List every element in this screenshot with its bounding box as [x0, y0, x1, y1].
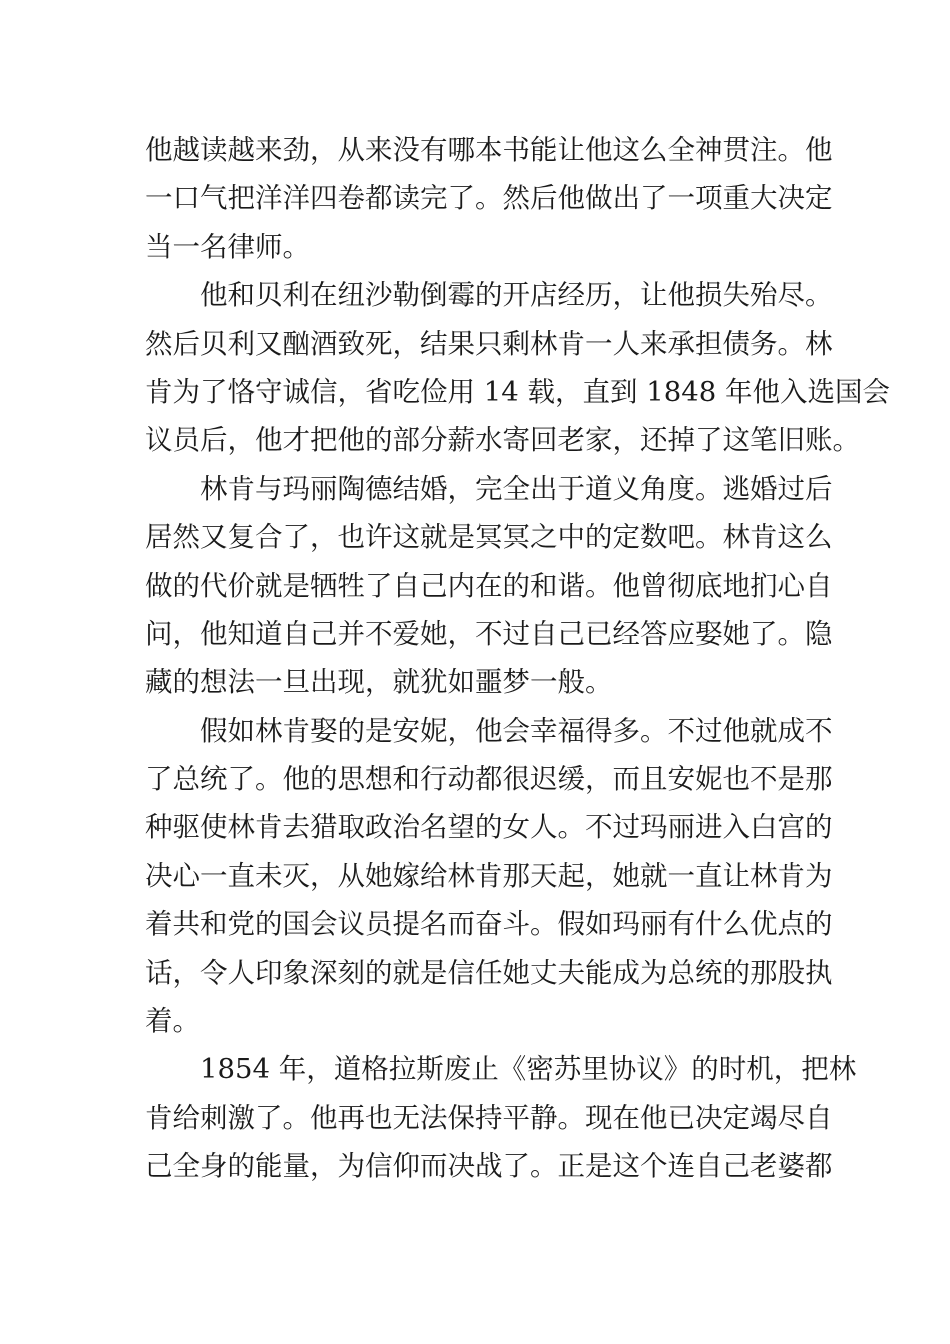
text-line: 他越读越来劲，从来没有哪本书能让他这么全神贯注。他: [145, 134, 833, 166]
text-line: 了总统了。他的思想和行动都很迟缓，而且安妮也不是那: [145, 763, 833, 796]
text-line: 一口气把洋洋四卷都读完了。然后他做出了一项重大决定: [145, 182, 833, 215]
paragraph-5: [145, 1045, 857, 1190]
text-line: 1854 年，道格拉斯废止《密苏里协议》的时机，把林: [200, 1053, 857, 1086]
text-line: 假如林肯娶的是安妮，他会幸福得多。不过他就成不: [200, 714, 833, 747]
text-line: 着。: [145, 1005, 200, 1038]
text-line: 肯给刺激了。他再也无法保持平静。现在他已决定竭尽自: [145, 1101, 833, 1134]
text-line: 当一名律师。: [145, 230, 310, 263]
text-line: 然后贝利又酗酒致死，结果只剩林肯一人来承担债务。林: [145, 327, 833, 360]
text-line: 话，令人印象深刻的就是信任她丈夫能成为总统的那股执: [145, 956, 833, 989]
text-line: 肯为了恪守诚信，省吃俭用 14 载，直到 1848 年他入选国会: [145, 375, 890, 408]
text-line: 居然又复合了，也许这就是冥冥之中的定数吧。林肯这么: [145, 521, 833, 554]
text-line: 己全身的能量，为信仰而决战了。正是这个连自己老婆都: [145, 1150, 833, 1183]
paragraph-4: [145, 707, 833, 1046]
text-line: 议员后，他才把他的部分薪水寄回老家，还掉了这笔旧账。: [145, 424, 860, 457]
text-line: 种驱使林肯去猎取政治名望的女人。不过玛丽进入白宫的: [145, 811, 833, 844]
text-line: 他和贝利在纽沙勒倒霉的开店经历，让他损失殆尽。: [200, 279, 833, 312]
paragraph-3: [145, 465, 833, 707]
paragraph-2: [145, 271, 890, 465]
text-line: 着共和党的国会议员提名而奋斗。假如玛丽有什么优点的: [145, 908, 833, 941]
text-line: 问，他知道自己并不爱她，不过自己已经答应娶她了。隐: [145, 617, 833, 650]
text-line: 林肯与玛丽陶德结婚，完全出于道义角度。逃婚过后: [200, 472, 833, 505]
document-page: [145, 126, 890, 1191]
paragraph-1: [145, 126, 833, 271]
text-line: 做的代价就是牺牲了自己内在的和谐。他曾彻底地扪心自: [145, 569, 833, 602]
text-line: 决心一直未灭，从她嫁给林肯那天起，她就一直让林肯为: [145, 859, 833, 892]
text-line: 藏的想法一旦出现，就犹如噩梦一般。: [145, 666, 613, 699]
